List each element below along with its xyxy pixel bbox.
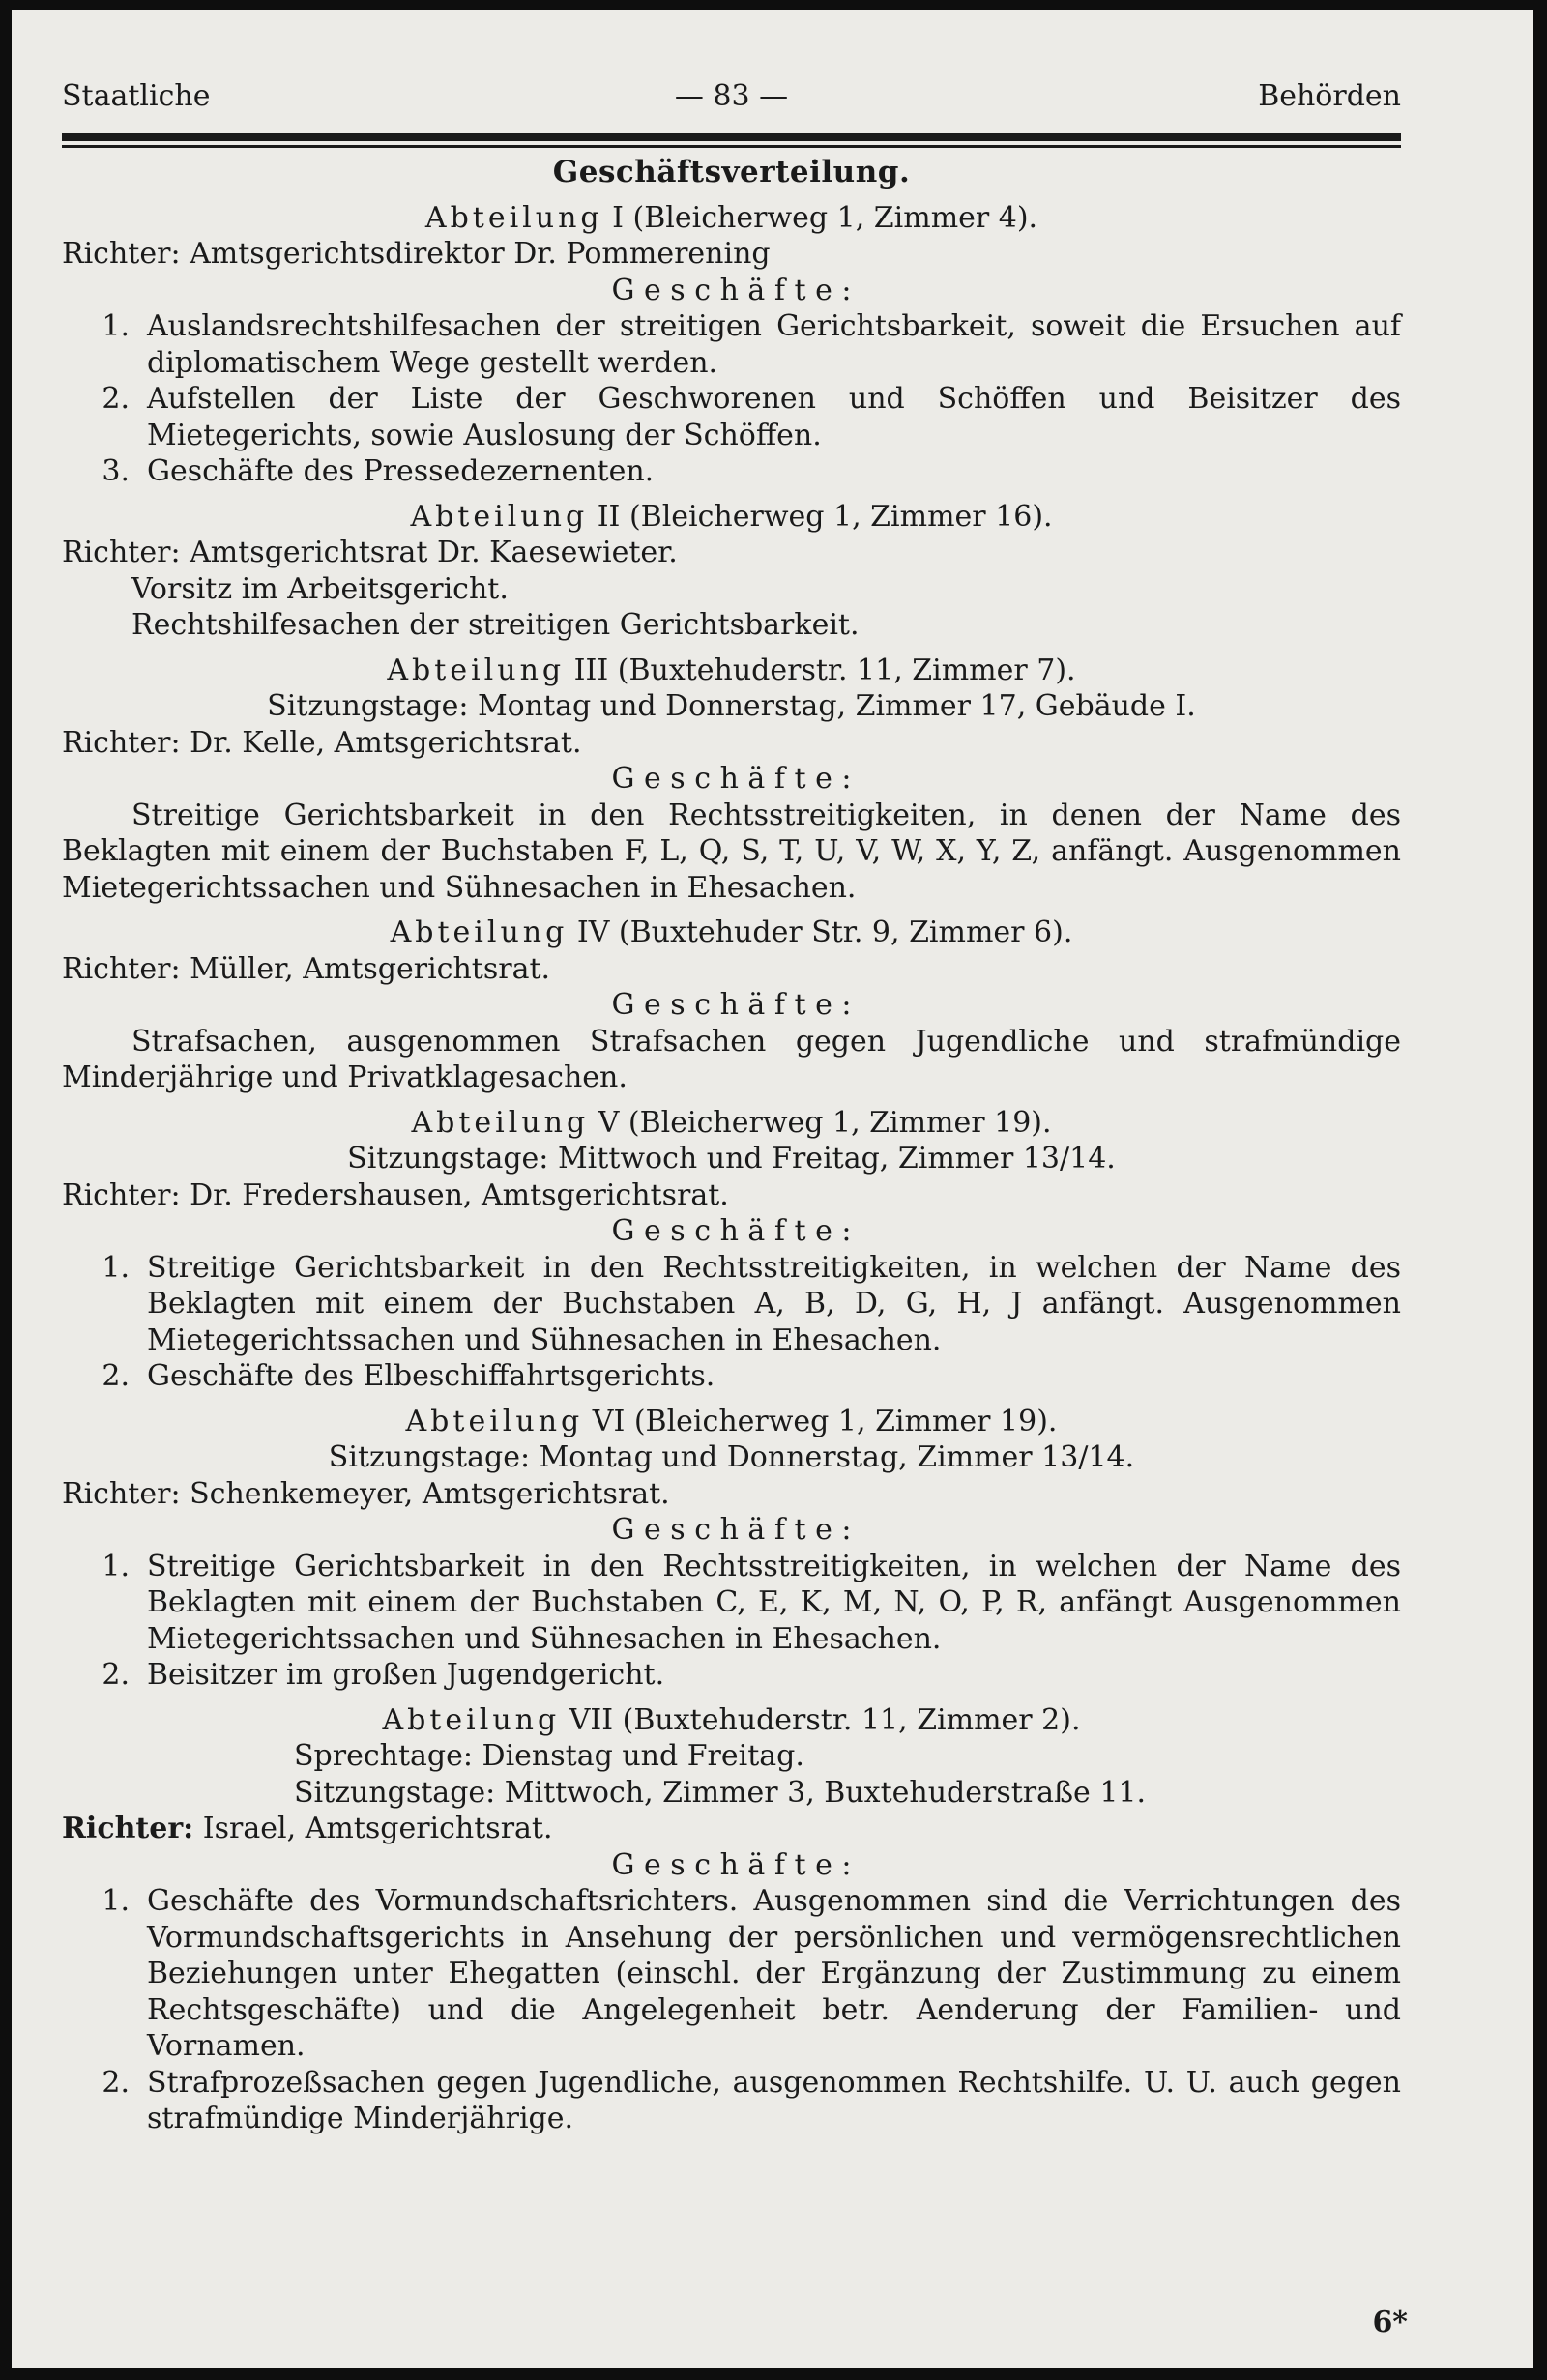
page-number: — 83 — bbox=[674, 79, 789, 113]
duty-number: 2. bbox=[102, 2065, 130, 2100]
judge-line bbox=[62, 1177, 1401, 1214]
department-label: Abteilung bbox=[382, 1702, 561, 1737]
duty-line: Vorsitz im Arbeitsgericht. bbox=[131, 571, 509, 606]
duty-paragraph: Strafsachen, ausgenommen Strafsachen gegen Jugendliche und strafmündige Minderjährige und Privatklagesachen. bbox=[62, 1024, 1401, 1094]
department-label: Abteilung bbox=[410, 499, 589, 534]
duty-number: 2. bbox=[102, 1359, 130, 1393]
session-days: Sitzungstage: Montag und Donnerstag, Zimmer 13/14. bbox=[328, 1440, 1135, 1474]
speaking-days: Sprechtage: Dienstag und Freitag. bbox=[294, 1739, 804, 1773]
department-heading bbox=[62, 1404, 1401, 1440]
department-5 bbox=[62, 1105, 1401, 1395]
session-days: Sitzungstage: Montag und Donnerstag, Zimmer 17, Gebäude I. bbox=[267, 689, 1196, 723]
duty-item bbox=[62, 1549, 1401, 1658]
department-label: Abteilung bbox=[405, 1404, 584, 1438]
header-right: Behörden bbox=[1258, 79, 1401, 113]
document-page bbox=[12, 10, 1533, 2368]
judge-line bbox=[62, 236, 1401, 273]
duty-item bbox=[62, 453, 1401, 490]
department-heading bbox=[62, 653, 1401, 689]
judge-name: Amtsgerichtsrat Dr. Kaesewieter. bbox=[190, 536, 678, 569]
duty-number: 1. bbox=[102, 1549, 130, 1583]
duty-number: 2. bbox=[102, 1658, 130, 1692]
duty-number: 3. bbox=[102, 454, 130, 488]
duties-label: G e s c h ä f t e : bbox=[611, 1847, 852, 1882]
duty-item bbox=[62, 1358, 1401, 1395]
department-label: Abteilung bbox=[424, 200, 603, 235]
judge-prefix: Richter: bbox=[62, 725, 181, 760]
judge-prefix: Richter: bbox=[62, 1177, 181, 1212]
duty-text: Aufstellen der Liste der Geschworenen und Schöffen und Beisitzer des Mietegerichts, sowie Auslosung der Schöffen. bbox=[147, 382, 1401, 452]
department-3 bbox=[62, 653, 1401, 907]
judge-prefix: Richter: bbox=[62, 1812, 194, 1845]
duty-number: 1. bbox=[102, 1884, 130, 1918]
duties-label: G e s c h ä f t e : bbox=[611, 1214, 852, 1248]
duty-text: Strafprozeßsachen gegen Jugendliche, ausgenommen Rechtshilfe. U. U. auch gegen strafmündige Minderjährige. bbox=[147, 2065, 1401, 2135]
header-rule-thick bbox=[62, 133, 1401, 141]
department-2 bbox=[62, 499, 1401, 644]
judge-prefix: Richter: bbox=[62, 1476, 181, 1511]
duty-number: 2. bbox=[102, 382, 130, 416]
department-location: VII (Buxtehuderstr. 11, Zimmer 2). bbox=[569, 1702, 1081, 1737]
header-rule-thin bbox=[62, 145, 1401, 148]
department-heading bbox=[62, 200, 1401, 237]
header-left: Staatliche bbox=[62, 79, 211, 113]
department-location: V (Bleicherweg 1, Zimmer 19). bbox=[598, 1105, 1052, 1140]
session-days: Sitzungstage: Mittwoch und Freitag, Zimmer 13/14. bbox=[347, 1142, 1116, 1175]
duties-label: G e s c h ä f t e : bbox=[611, 762, 852, 796]
department-heading bbox=[62, 1702, 1401, 1739]
duty-item bbox=[62, 1250, 1401, 1359]
duty-text: Beisitzer im großen Jugendgericht. bbox=[147, 1658, 665, 1692]
duty-item bbox=[62, 2065, 1401, 2137]
judge-line bbox=[62, 725, 1401, 762]
judge-prefix: Richter: bbox=[62, 536, 181, 569]
department-label: Abteilung bbox=[411, 1105, 590, 1140]
duty-line: Rechtshilfesachen der streitigen Gerichtsbarkeit. bbox=[131, 608, 860, 642]
judge-prefix: Richter: bbox=[62, 951, 181, 986]
judge-name: Amtsgerichtsdirektor Dr. Pommerening bbox=[190, 237, 771, 271]
department-location: IV (Buxtehuder Str. 9, Zimmer 6). bbox=[576, 915, 1073, 949]
duty-number: 1. bbox=[102, 1250, 130, 1285]
judge-line bbox=[62, 535, 1401, 571]
department-label: Abteilung bbox=[387, 653, 566, 687]
page-header bbox=[62, 79, 1401, 118]
signature-mark: 6* bbox=[1372, 2306, 1408, 2339]
duty-text: Geschäfte des Elbeschiffahrtsgerichts. bbox=[147, 1359, 715, 1393]
duties-label: G e s c h ä f t e : bbox=[611, 988, 852, 1022]
duties-label: G e s c h ä f t e : bbox=[611, 1513, 852, 1547]
session-days: Sitzungstage: Mittwoch, Zimmer 3, Buxtehuderstraße 11. bbox=[294, 1775, 1147, 1810]
judge-name: Müller, Amtsgerichtsrat. bbox=[190, 951, 551, 986]
department-4 bbox=[62, 914, 1401, 1096]
judge-prefix: Richter: bbox=[62, 237, 181, 271]
duty-text: Streitige Gerichtsbarkeit in den Rechtsstreitigkeiten, in welchen der Name des Beklagten mit einem der Buchstaben C, E, K, M, N, O, P, R, anfängt Ausgenommen Mietegerichtssachen und Sühnesachen in Ehesachen. bbox=[147, 1549, 1401, 1656]
judge-line bbox=[62, 1476, 1401, 1513]
duty-text: Geschäfte des Vormundschaftsrichters. Ausgenommen sind die Verrichtungen des Vormundschaftsgerichts in Ansehung der persönlichen und vermögensrechtlichen Beziehungen unter Ehegatten (einschl. der Ergänzung der Zustimmung zu einem Rechtsgeschäfte) und die Angelegenheit betr. Aenderung der Familien- und Vornamen. bbox=[147, 1884, 1401, 2063]
department-location: II (Bleicherweg 1, Zimmer 16). bbox=[597, 499, 1053, 534]
department-1 bbox=[62, 200, 1401, 490]
duty-text: Auslandsrechtshilfesachen der streitigen Gerichtsbarkeit, soweit die Ersuchen auf diplomatischem Wege gestellt werden. bbox=[147, 309, 1401, 380]
judge-name: Dr. Kelle, Amtsgerichtsrat. bbox=[190, 725, 582, 760]
duty-text: Streitige Gerichtsbarkeit in den Rechtsstreitigkeiten, in welchen der Name des Beklagten mit einem der Buchstaben A, B, D, G, H, J anfängt. Ausgenommen Mietegerichtssachen und Sühnesachen in Ehesachen. bbox=[147, 1250, 1401, 1357]
duty-item bbox=[62, 1883, 1401, 2065]
department-location: I (Bleicherweg 1, Zimmer 4). bbox=[612, 200, 1038, 235]
duties-label: G e s c h ä f t e : bbox=[611, 273, 852, 307]
department-heading bbox=[62, 499, 1401, 536]
duty-item bbox=[62, 1657, 1401, 1694]
department-6 bbox=[62, 1404, 1401, 1694]
duty-text: Geschäfte des Pressedezernenten. bbox=[147, 454, 655, 488]
duty-number: 1. bbox=[102, 309, 130, 343]
judge-name: Israel, Amtsgerichtsrat. bbox=[202, 1812, 553, 1845]
department-heading bbox=[62, 914, 1401, 951]
department-label: Abteilung bbox=[390, 915, 569, 949]
duty-item bbox=[62, 308, 1401, 381]
department-7 bbox=[62, 1702, 1401, 2137]
document-title: Geschäftsverteilung. bbox=[552, 155, 911, 189]
duty-paragraph: Streitige Gerichtsbarkeit in den Rechtsstreitigkeiten, in denen der Name des Beklagten mit einem der Buchstaben F, L, Q, S, T, U, V, W, X, Y, Z, anfängt. Ausgenommen Mietegerichtssachen und Sühnesachen in Ehesachen. bbox=[62, 798, 1401, 905]
judge-line bbox=[62, 1811, 1401, 1847]
judge-name: Dr. Fredershausen, Amtsgerichtsrat. bbox=[190, 1177, 729, 1212]
department-location: III (Buxtehuderstr. 11, Zimmer 7). bbox=[573, 653, 1076, 687]
duty-item bbox=[62, 381, 1401, 453]
judge-name: Schenkemeyer, Amtsgerichtsrat. bbox=[190, 1476, 670, 1511]
department-location: VI (Bleicherweg 1, Zimmer 19). bbox=[592, 1404, 1058, 1438]
department-heading bbox=[62, 1105, 1401, 1142]
page-content bbox=[62, 155, 1401, 2137]
judge-line bbox=[62, 951, 1401, 988]
